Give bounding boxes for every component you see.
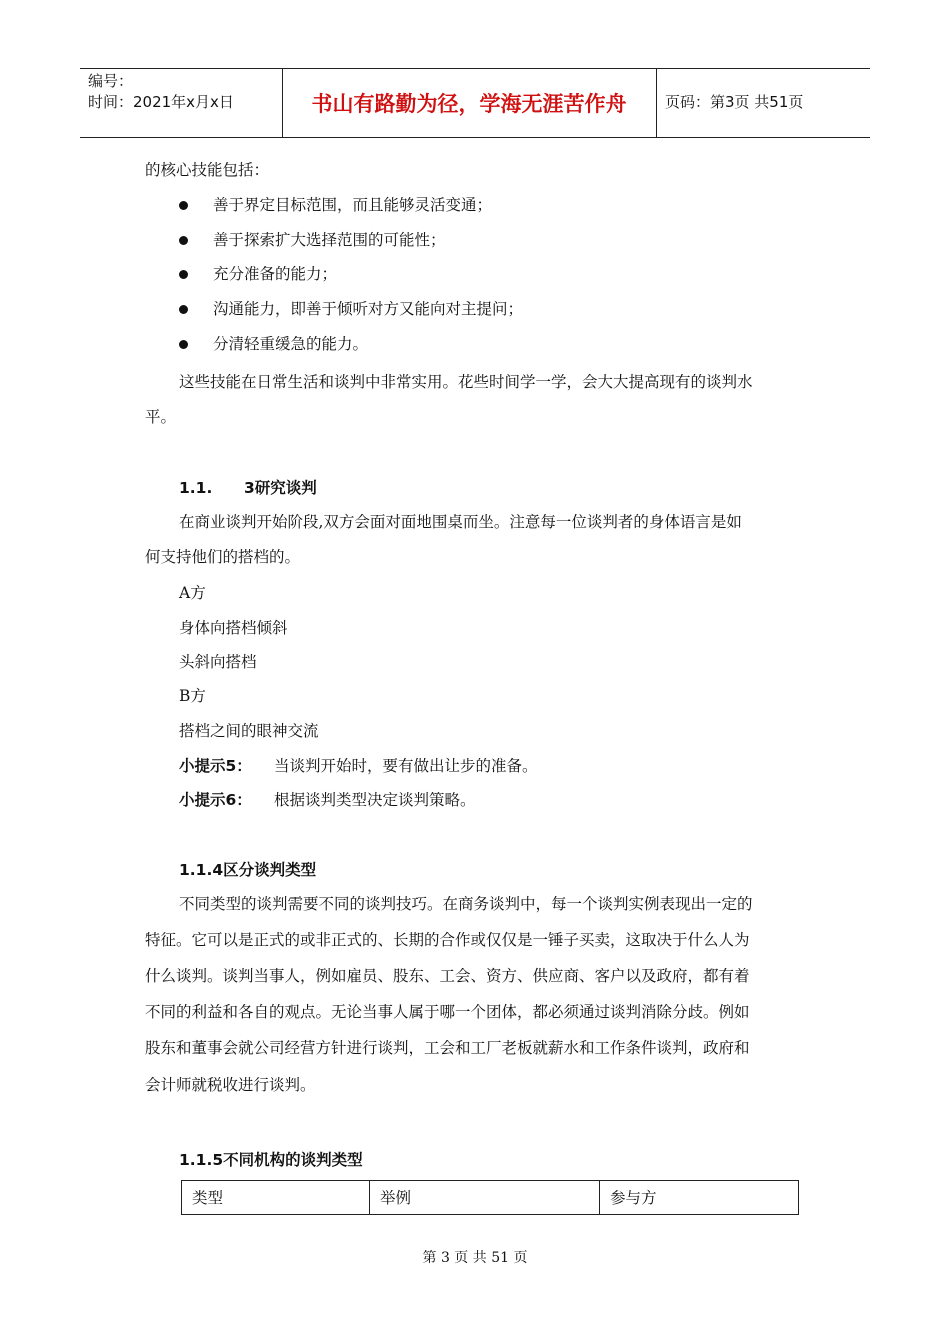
list-item: 搭档之间的眼神交流 <box>179 722 319 740</box>
header-page-label: 页码：第3页 共51页 <box>665 93 804 111</box>
paragraph: 何支持他们的搭档的。 <box>145 548 301 566</box>
paragraph: 这些技能在日常生活和谈判中非常实用。花些时间学一学，会大大提高现有的谈判水 <box>179 373 753 391</box>
bullet-item: 沟通能力，即善于倾听对方又能向对主提问； <box>213 300 524 318</box>
section-heading: 1.1.5不同机构的谈判类型 <box>179 1151 363 1169</box>
list-item: 身体向搭档倾斜 <box>179 619 288 637</box>
paragraph: 不同类型的谈判需要不同的谈判技巧。在商务谈判中，每一个谈判实例表现出一定的 <box>179 895 753 913</box>
party-label: B方 <box>179 687 206 705</box>
paragraph: 平。 <box>145 408 177 426</box>
paragraph: 在商业谈判开始阶段,双方会面对面地围桌而坐。注意每一位谈判者的身体语言是如 <box>179 513 742 531</box>
list-item: 头斜向搭档 <box>179 653 257 671</box>
bullet-item: 善于界定目标范围，而且能够灵活变通； <box>213 196 493 214</box>
bullet-item: 分清轻重缓急的能力。 <box>213 335 369 353</box>
tip-label: 小提示6： <box>179 791 252 809</box>
tip-text: 根据谈判类型决定谈判策略。 <box>274 791 476 809</box>
header-meta <box>88 71 278 113</box>
paragraph: 不同的利益和各自的观点。无论当事人属于哪一个团体，都必须通过谈判消除分歧。例如 <box>145 1003 750 1021</box>
bullet-dot <box>179 236 188 245</box>
header-motto: 书山有路勤为径，学海无涯苦作舟 <box>311 92 627 116</box>
bullet-dot <box>179 340 188 349</box>
table-header-cell: 类型 <box>192 1189 224 1207</box>
table-header-cell: 举例 <box>369 1181 599 1214</box>
header-date-label: 时间：2021年x月x日 <box>88 93 234 111</box>
intro-text: 的核心技能包括： <box>145 161 270 179</box>
section-heading: 3研究谈判 <box>244 479 317 497</box>
bullet-item: 充分准备的能力； <box>213 265 338 283</box>
bullet-dot <box>179 201 188 210</box>
bullet-dot <box>179 270 188 279</box>
table-header-cell: 参与方 <box>599 1181 798 1214</box>
header-number-label: 编号： <box>88 72 134 90</box>
bullet-dot <box>179 305 188 314</box>
paragraph: 会计师就税收进行谈判。 <box>145 1076 316 1094</box>
tip-label: 小提示5： <box>179 757 252 775</box>
bullet-item: 善于探索扩大选择范围的可能性； <box>213 231 446 249</box>
organization-types-table <box>181 1180 799 1215</box>
tip-text: 当谈判开始时，要有做出让步的准备。 <box>274 757 538 775</box>
section-number: 1.1. <box>179 479 213 497</box>
party-label: A方 <box>179 584 206 602</box>
page-footer: 第 3 页 共 51 页 <box>422 1250 528 1266</box>
header-divider <box>656 69 657 137</box>
paragraph: 股东和董事会就公司经营方针进行谈判，工会和工厂老板就薪水和工作条件谈判，政府和 <box>145 1039 750 1057</box>
section-heading: 1.1.4区分谈判类型 <box>179 861 317 879</box>
paragraph: 什么谈判。谈判当事人，例如雇员、股东、工会、资方、供应商、客户以及政府，都有着 <box>145 967 750 985</box>
paragraph: 特征。它可以是正式的或非正式的、长期的合作或仅仅是一锤子买卖，这取决于什么人为 <box>145 931 750 949</box>
page-header <box>80 68 870 138</box>
